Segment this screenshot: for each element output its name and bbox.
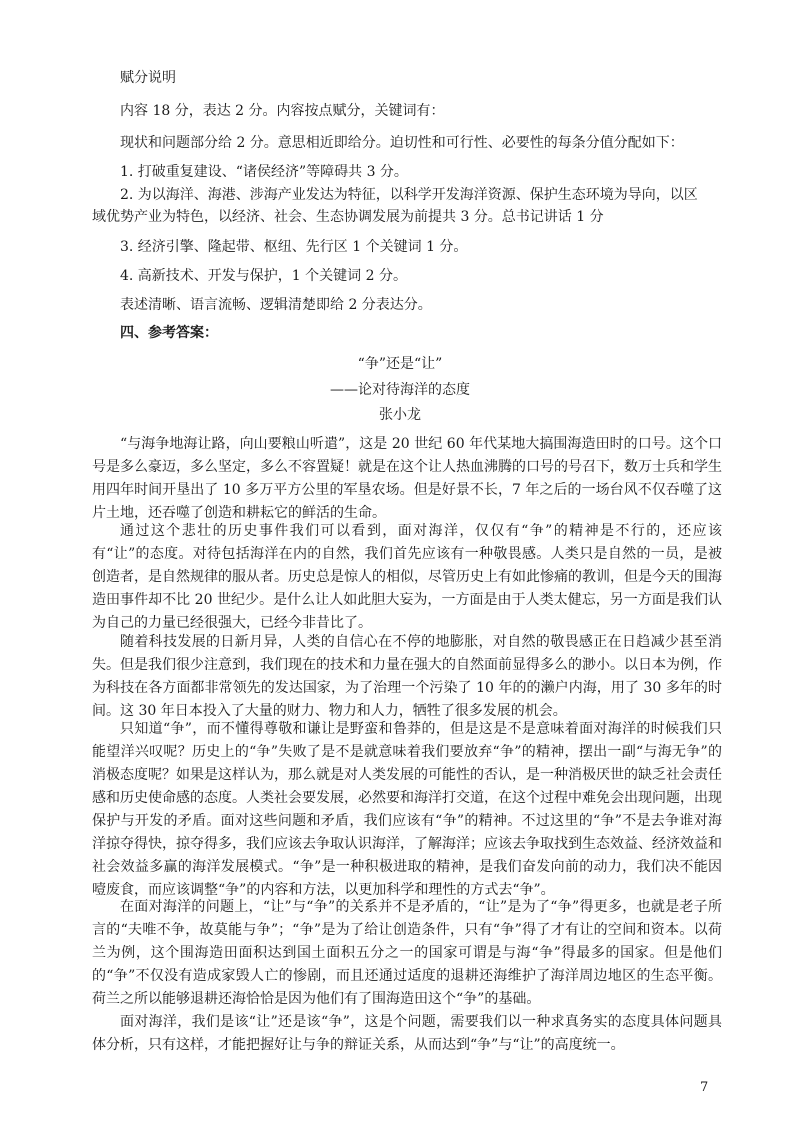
- answer-heading: 四、参考答案：: [120, 325, 218, 341]
- essay-paragraph-5: 在面对海洋的问题上，“让”与“争”的关系并不是矛盾的，“让”是为了“争”得更多，也就是老子所言的“夫唯不争，故莫能与争”；“争”是为了给让创造条件，只有“争”得了才有让的空间和资本。以荷兰为例，这个围海造田面积达到国土面积五分之一的国家可谓是与海“争”得最多的国家。但是他们的“争”不仅没有造成家毁人亡的惨剧，而且还通过适度的退耕还海维护了海洋周边地区的生态平衡。荷兰之所以能够退耕还海恰恰是因为他们有了围海造田这个“争”的基础。: [92, 899, 722, 1007]
- scoring-item-2b: 域优势产业为特色，以经济、社会、生态协调发展为前提共 3 分。总书记讲话 1 分: [92, 209, 604, 225]
- scoring-item-1: 1. 打破重复建设、“诸侯经济”等障碍共 3 分。: [120, 164, 408, 180]
- scoring-expression: 表述清晰、语言流畅、逻辑清楚即给 2 分表达分。: [120, 297, 432, 313]
- scoring-line-status: 现状和问题部分给 2 分。意思相近即给分。迫切性和可行性、必要性的每条分值分配如下：: [120, 135, 684, 151]
- essay-subtitle: ——论对待海洋的态度: [330, 382, 470, 398]
- essay-title: “争”还是“让”: [357, 356, 443, 372]
- essay-paragraph-4: 只知道“争”，而不懂得尊敬和谦让是野蛮和鲁莽的，但是这是不是意味着面对海洋的时候我们只能望洋兴叹呢？历史上的“争”失败了是不是就意味着我们要放弃“争”的精神，摆出一副“与海无争”的消极态度呢？如果是这样认为，那么就是对人类发展的可能性的否认，是一种消极厌世的缺乏社会责任感和历史使命感的态度。人类社会要发展，必然要和海洋打交道，在这个过程中难免会出现问题，出现保护与开发的矛盾。面对这些问题和矛盾，我们应该有“争”的精神。不过这里的“争”不是去争谁对海洋掠夺得快，掠夺得多，我们应该去争取认识海洋，了解海洋；应该去争取找到生态效益、经济效益和社会效益多赢的海洋发展模式。“争”是一种积极进取的精神，是我们奋发向前的动力，我们决不能因噎废食，而应该调整“争”的内容和方法，以更加科学和理性的方式去“争”。: [92, 721, 722, 898]
- page-number: 7: [700, 1080, 709, 1095]
- essay-paragraph-3: 随着科技发展的日新月异，人类的自信心在不停的地膨胀，对自然的敬畏感正在日趋减少甚至消失。但是我们很少注意到，我们现在的技术和力量在强大的自然面前显得多么的渺小。以日本为例，作为科技在各方面都非常领先的发达国家，为了治理一个污染了 10 年的的濑户内海，用了 30 多年的时间。这 30 年日本投入了大量的财力、物力和人力，牺牲了很多发展的机会。: [92, 634, 722, 719]
- scoring-item-4: 4. 高新技术、开发与保护，1 个关键词 2 分。: [120, 268, 407, 284]
- essay-author: 张小龙: [379, 407, 421, 423]
- scoring-item-2a: 2. 为以海洋、海港、涉海产业发达为特征，以科学开发海洋资源、保护生态环境为导向，以区: [120, 187, 698, 203]
- essay-paragraph-6: 面对海洋，我们是该“让”还是该“争”，这是个问题，需要我们以一种求真务实的态度具体问题具体分析，只有这样，才能把握好让与争的辩证关系，从而达到“争”与“让”的高度统一。: [92, 1014, 722, 1053]
- scoring-item-3: 3. 经济引擎、隆起带、枢纽、先行区 1 个关键词 1 分。: [120, 239, 468, 255]
- essay-paragraph-2: 通过这个悲壮的历史事件我们可以看到，面对海洋，仅仅有“争”的精神是不行的，还应该有“让”的态度。对待包括海洋在内的自然，我们首先应该有一种敬畏感。人类只是自然的一员，是被创造者，是自然规律的服从者。历史总是惊人的相似，尽管历史上有如此惨痛的教训，但是今天的围海造田事件却不比 20 世纪少。是什么让人如此胆大妄为，一方面是由于人类太健忘，另一方面是我们认为自己的力量已经很强大，已经今非昔比了。: [92, 523, 722, 631]
- scoring-line-content: 内容 18 分，表达 2 分。内容按点赋分，关键词有：: [120, 103, 445, 119]
- essay-paragraph-1: “与海争地海让路，向山要粮山听遣”，这是 20 世纪 60 年代某地大搞围海造田时的口号。这个口号是多么豪迈，多么坚定，多么不容置疑！就是在这个让人热血沸腾的口号的号召下，数万士兵和学生用四年时间开垦出了 10 多万平方公里的军垦农场。但是好景不长，7 年之后的一场台风不仅吞噬了这片土地，还吞噬了创造和耕耘它的鲜活的生命。: [92, 436, 722, 521]
- scoring-heading: 赋分说明: [120, 70, 176, 86]
